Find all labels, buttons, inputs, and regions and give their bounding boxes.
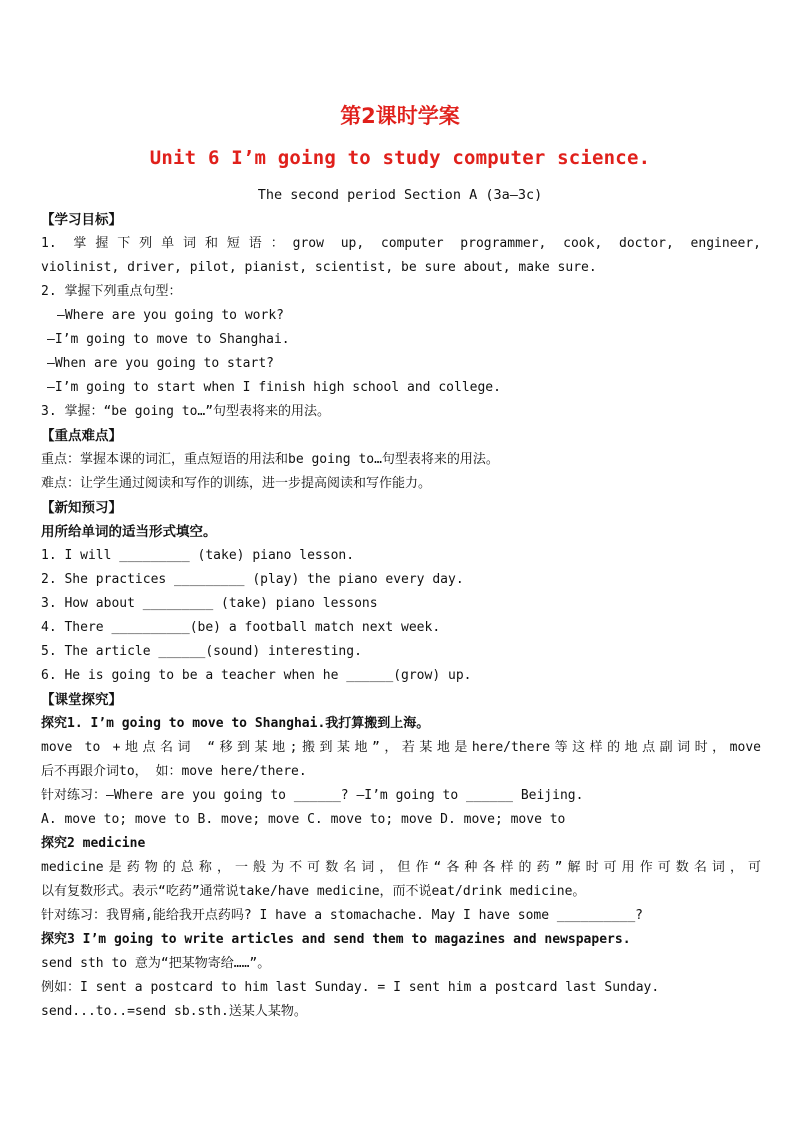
objectives-heading: 【学习目标】 <box>41 212 122 228</box>
exercise-2: 2. She practices _________ (play) the piano every day. <box>41 572 464 587</box>
document-body <box>41 208 761 1024</box>
difficult-point: 难点：让学生通过阅读和写作的训练，进一步提高阅读和写作能力。 <box>41 476 432 491</box>
explore-2-line-2: 以有复数形式。表示“吃药”通常说take/have medicine，而不说eat/drink medicine。 <box>41 884 586 899</box>
explore-2-line-1: medicine是药物的总称，一般为不可数名词，但作“各种各样的药”解时可用作可数名词，可 <box>41 860 761 875</box>
explore-1-line-2: 后不再跟介词to， 如：move here/there. <box>41 764 307 779</box>
sentence-pattern-2: —I’m going to move to Shanghai. <box>47 332 290 347</box>
preview-instruction: 用所给单词的适当形式填空。 <box>41 524 217 540</box>
objective-1-line-2: violinist, driver, pilot, pianist, scientist, be sure about, make sure. <box>41 260 597 275</box>
exercise-4: 4. There __________(be) a football match next week. <box>41 620 441 635</box>
explore-1-line-1: move to +地点名词 “移到某地;搬到某地”，若某地是here/there等这样的地点副词时，move <box>41 740 761 755</box>
unit-title: Unit 6 I’m going to study computer science. <box>149 147 651 169</box>
key-points-heading: 【重点难点】 <box>41 428 122 444</box>
period-subtitle: The second period Section A (3a—3c) <box>257 187 543 203</box>
exercise-3: 3. How about _________ (take) piano lessons <box>41 596 378 611</box>
preview-heading: 【新知预习】 <box>41 500 122 516</box>
explore-heading: 【课堂探究】 <box>41 692 122 708</box>
exercise-6: 6. He is going to be a teacher when he ______(grow) up. <box>41 668 472 683</box>
explore-1-options: A. move to; move to B. move; move C. move to; move D. move; move to <box>41 812 566 827</box>
sentence-pattern-3: —When are you going to start? <box>47 356 274 371</box>
exercise-1: 1. I will _________ (take) piano lesson. <box>41 548 355 563</box>
explore-1-practice: 针对练习：—Where are you going to ______? —I’m going to ______ Beijing. <box>41 788 584 803</box>
sentence-pattern-1: —Where are you going to work? <box>57 308 284 323</box>
key-point: 重点：掌握本课的词汇，重点短语的用法和be going to…句型表将来的用法。 <box>41 452 499 467</box>
lesson-title: 第2课时学案 <box>340 104 460 128</box>
explore-3-line-2: 例如：I sent a postcard to him last Sunday. = I sent him a postcard last Sunday. <box>41 980 660 995</box>
explore-3-title: 探究3 I’m going to write articles and send them to magazines and newspapers. <box>41 932 631 947</box>
explore-2-title: 探究2 medicine <box>41 836 146 851</box>
sentence-pattern-4: —I’m going to start when I finish high school and college. <box>47 380 501 395</box>
objective-3: 3. 掌握：“be going to…”句型表将来的用法。 <box>41 404 331 419</box>
objective-2: 2. 掌握下列重点句型： <box>41 284 182 299</box>
explore-2-practice: 针对练习：我胃痛,能给我开点药吗? I have a stomachache. May I have some __________? <box>41 908 643 923</box>
explore-1-title: 探究1. I’m going to move to Shanghai.我打算搬到上海。 <box>41 716 430 731</box>
objective-1-line-1: 1. 掌握下列单词和短语：grow up, computer programmer, cook, doctor, engineer, <box>41 236 761 251</box>
exercise-5: 5. The article ______(sound) interesting. <box>41 644 362 659</box>
explore-3-line-3: send...to..=send sb.sth.送某人某物。 <box>41 1004 307 1019</box>
explore-3-line-1: send sth to 意为“把某物寄给……”。 <box>41 956 271 971</box>
